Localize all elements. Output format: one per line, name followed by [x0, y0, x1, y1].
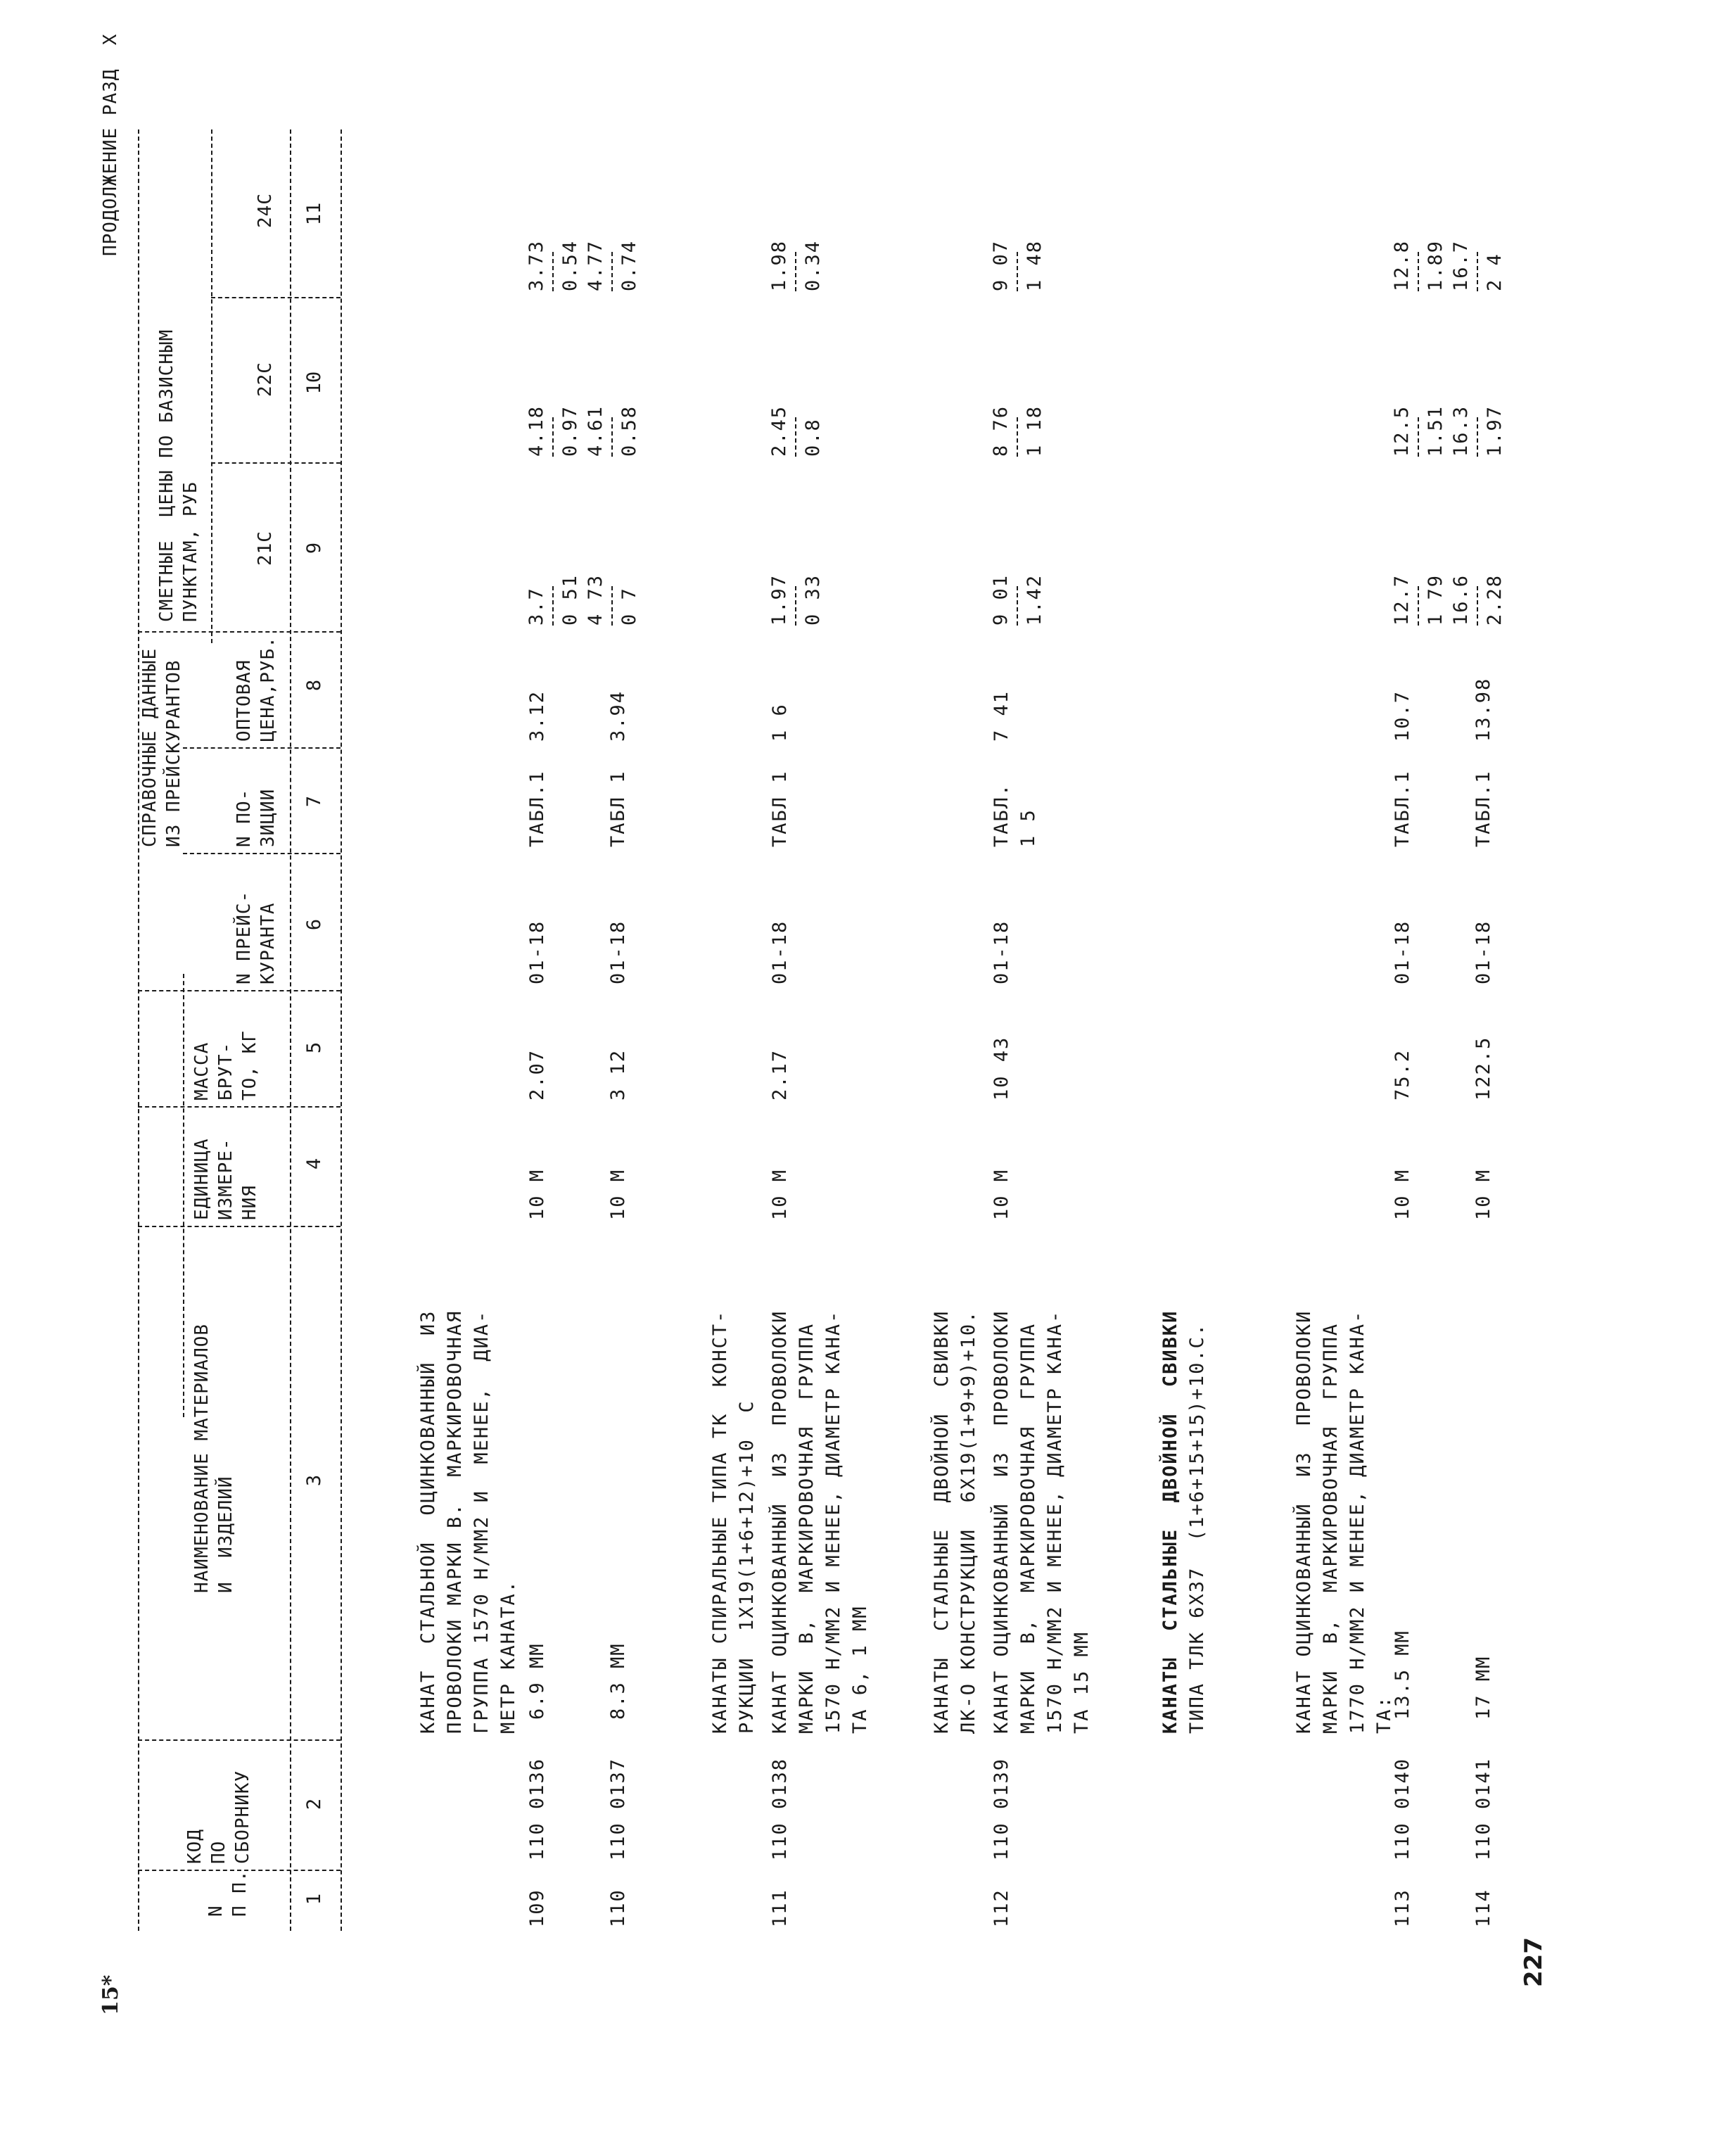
price-value: 0.34 [802, 239, 824, 291]
col-divider [138, 990, 341, 991]
price-21c-fraction [1389, 574, 1508, 626]
table-top-rule [138, 129, 139, 1931]
row-position: ТАБЛ.1 [526, 770, 548, 847]
row-price: 7 41 [991, 690, 1012, 742]
col-number: 1 [303, 1893, 325, 1905]
col-number: 3 [303, 1474, 325, 1487]
price-value: 16.6 [1450, 573, 1472, 626]
table-row-description: КАНАТ СТАЛЬНОЙ ОЦИНКОВАННЫЙ ИЗ ПРОВОЛОКИ МАРКИ В. МАРКИРОВОЧНАЯ ГРУППА 1570 Н/ММ2 И МЕНЕЕ, ДИА- МЕТР КАНАТА. [417, 1310, 519, 1734]
col-number: 9 [303, 542, 325, 554]
price-24c-fraction [767, 240, 826, 291]
header-wholesale-price: ОПТОВАЯ ЦЕНА,РУБ. [234, 636, 279, 742]
col-divider [211, 462, 341, 464]
table-row-heading: КАНАТЫ СТАЛЬНЫЕ ДВОЙНОЙ СВИВКИ [1159, 1310, 1181, 1734]
row-unit: 10 М [769, 1168, 791, 1220]
price-22c-fraction [988, 405, 1048, 457]
header-position: N ПО- ЗИЦИИ [234, 788, 279, 847]
price-value: 12.8 [1391, 239, 1413, 291]
row-price: 3.94 [607, 690, 629, 742]
row-pricelist: 01-18 [526, 920, 548, 984]
row-price: 3.12 [526, 690, 548, 742]
col-divider [183, 747, 341, 749]
header-unit: ЕДИНИЦА ИЗМЕРЕ- НИЯ [191, 1138, 260, 1220]
col-divider [183, 853, 341, 854]
price-24c-fraction [988, 240, 1048, 291]
price-21c-fraction [524, 574, 642, 626]
price-value: 1 79 [1425, 573, 1446, 626]
header-row-number: N П П. [205, 1870, 250, 1917]
price-value: 0.74 [618, 239, 640, 291]
row-mass: 75.2 [1392, 1048, 1413, 1101]
row-name: 17 ММ [1473, 1655, 1494, 1720]
col-number: 10 [303, 371, 325, 395]
price-value: 0.54 [559, 239, 581, 291]
row-code: 110 0139 [991, 1757, 1012, 1860]
price-value: 4 73 [585, 573, 606, 626]
price-value: 1.89 [1425, 239, 1446, 291]
col-divider [138, 1739, 341, 1741]
row-code: 110 0141 [1473, 1757, 1494, 1860]
row-unit: 10 М [1473, 1168, 1494, 1220]
table-row-description: ТИПА ТЛК 6Х37 (1+6+15+15)+10.С. [1186, 1322, 1208, 1734]
row-unit: 10 М [526, 1168, 548, 1220]
price-value: 1.98 [768, 239, 790, 291]
header-21c: 21С [255, 531, 276, 566]
header-mass: МАССА БРУТ- ТО, КГ [191, 1030, 260, 1101]
row-mass: 2.07 [526, 1048, 548, 1101]
price-22c-fraction [524, 405, 642, 457]
row-name: КАНАТ ОЦИНКОВАННЫЙ ИЗ ПРОВОЛОКИ МАРКИ В, МАРКИРОВОЧНАЯ ГРУППА 1570 Н/ММ2 И МЕНЕЕ, ДИАМЕТР КАНА- ТА 15 ММ [991, 1310, 1093, 1734]
price-value: 16.3 [1450, 405, 1472, 457]
col-number: 7 [303, 795, 325, 808]
row-number: 111 [769, 1889, 791, 1927]
price-value: 0 51 [559, 573, 581, 626]
row-price: 10.7 [1392, 690, 1413, 742]
row-price: 13.98 [1473, 677, 1494, 742]
header-name: НАИМЕНОВАНИЕ МАТЕРИАЛОВ И ИЗДЕЛИЙ [191, 1323, 236, 1593]
row-unit: 10 М [607, 1168, 629, 1220]
col-number: 4 [303, 1158, 325, 1170]
row-unit: 10 М [991, 1168, 1012, 1220]
header-reference-group: СПРАВОЧНЫЕ ДАННЫЕ ИЗ ПРЕЙСКУРАНТОВ [139, 647, 184, 847]
header-bottom-rule [290, 129, 291, 1931]
price-value: 3.73 [526, 239, 547, 291]
price-value: 4.61 [585, 405, 606, 457]
price-value: 8 76 [990, 405, 1012, 457]
header-24c: 24С [255, 193, 276, 228]
row-pricelist: 01-18 [769, 920, 791, 984]
price-value: 2 4 [1484, 253, 1506, 291]
row-pricelist: 01-18 [607, 920, 629, 984]
col-number: 5 [303, 1041, 325, 1054]
row-mass: 122.5 [1473, 1036, 1494, 1101]
price-value: 0 33 [802, 573, 824, 626]
price-value: 4.77 [585, 239, 606, 291]
row-pricelist: 01-18 [1473, 920, 1494, 984]
row-position: ТАБЛ.1 [1473, 770, 1494, 847]
row-mass: 3 12 [607, 1048, 629, 1101]
row-position: ТАБЛ.1 [1392, 770, 1413, 847]
row-mass: 2.17 [769, 1048, 791, 1101]
price-value: 2.45 [768, 405, 790, 457]
header-code: КОД ПО СБОРНИКУ [184, 1770, 253, 1864]
price-22c-fraction [1389, 405, 1508, 457]
row-unit: 10 М [1392, 1168, 1413, 1220]
row-name: КАНАТ ОЦИНКОВАННЫЙ ИЗ ПРОВОЛОКИ МАРКИ В, МАРКИРОВОЧНАЯ ГРУППА 1570 Н/ММ2 И МЕНЕЕ, ДИАМЕТР КАНА- ТА 6, 1 ММ [769, 1310, 871, 1734]
row-mass: 10 43 [991, 1036, 1012, 1101]
price-value: 1.51 [1425, 405, 1446, 457]
row-pricelist: 01-18 [991, 920, 1012, 984]
price-21c-fraction [767, 574, 826, 626]
price-value: 1.42 [1024, 573, 1045, 626]
price-value: 16.7 [1450, 239, 1472, 291]
col-number: 2 [303, 1798, 325, 1811]
row-code: 110 0138 [769, 1757, 791, 1860]
price-value: 0.97 [559, 405, 581, 457]
price-value: 0 7 [618, 587, 640, 626]
price-24c-fraction [1389, 240, 1508, 291]
row-code: 110 0136 [526, 1757, 548, 1860]
header-pricelist: N ПРЕЙС- КУРАНТА [234, 890, 279, 984]
table-row-description: КАНАТЫ СПИРАЛЬНЫЕ ТИПА ТК КОНСТ- РУКЦИИ 1Х19(1+6+12)+10 С [709, 1310, 758, 1734]
col-number: 8 [303, 679, 325, 692]
header-price-group: СМЕТНЫЕ ЦЕНЫ ПО БАЗИСНЫМ ПУНКТАМ, РУБ [156, 329, 201, 622]
row-position: ТАБЛ 1 [769, 770, 791, 847]
price-value: 1 48 [1024, 239, 1045, 291]
row-position: ТАБЛ 1 [607, 770, 629, 847]
row-name: 13.5 ММ [1392, 1630, 1413, 1720]
price-group-rule [211, 129, 212, 643]
col-divider [138, 631, 341, 633]
ref-group-rule [183, 974, 184, 1417]
price-value: 0.8 [802, 418, 824, 457]
page-mark: 15* [98, 1974, 123, 2015]
col-divider [138, 1226, 341, 1227]
row-name: 6.9 ММ [526, 1642, 548, 1720]
price-value: 0.58 [618, 405, 640, 457]
price-value: 1 18 [1024, 405, 1045, 457]
row-number: 110 [607, 1889, 629, 1927]
table-row-description: КАНАТ ОЦИНКОВАННЫЙ ИЗ ПРОВОЛОКИ МАРКИ В, МАРКИРОВОЧНАЯ ГРУППА 1770 Н/ММ2 И МЕНЕЕ, ДИАМЕТР КАНА- ТА: [1293, 1310, 1395, 1734]
row-name: 8.3 ММ [607, 1642, 629, 1720]
row-number: 114 [1473, 1889, 1494, 1927]
price-24c-fraction [524, 240, 642, 291]
price-value: 2.28 [1484, 573, 1506, 626]
page-number: 227 [1520, 1937, 1548, 1987]
price-value: 1.97 [1484, 405, 1506, 457]
row-number: 112 [991, 1889, 1012, 1927]
row-code: 110 0137 [607, 1757, 629, 1860]
price-value: 4.18 [526, 405, 547, 457]
price-value: 12.7 [1391, 573, 1413, 626]
table-row-description: КАНАТЫ СТАЛЬНЫЕ ДВОЙНОЙ СВИВКИ ЛК-О КОНСТРУКЦИИ 6Х19(1+9+9)+10. [931, 1310, 979, 1734]
row-number: 109 [526, 1889, 548, 1927]
price-value: 3.7 [526, 587, 547, 626]
col-divider [138, 1106, 341, 1108]
colnum-bottom-rule [341, 129, 342, 1931]
row-pricelist: 01-18 [1392, 920, 1413, 984]
price-value: 9 01 [990, 573, 1012, 626]
col-divider [211, 297, 341, 298]
price-value: 9 07 [990, 239, 1012, 291]
col-number: 6 [303, 918, 325, 931]
row-number: 113 [1392, 1889, 1413, 1927]
row-code: 110 0140 [1392, 1757, 1413, 1860]
row-price: 1 6 [769, 703, 791, 742]
row-position: ТАБЛ. 1 5 [991, 782, 1039, 847]
price-22c-fraction [767, 405, 826, 457]
header-22c: 22С [255, 362, 276, 397]
section-title: ПРОДОЛЖЕНИЕ РАЗД X [100, 33, 121, 256]
col-number: 11 [303, 202, 325, 226]
price-value: 12.5 [1391, 405, 1413, 457]
price-21c-fraction [988, 574, 1048, 626]
price-value: 1.97 [768, 573, 790, 626]
